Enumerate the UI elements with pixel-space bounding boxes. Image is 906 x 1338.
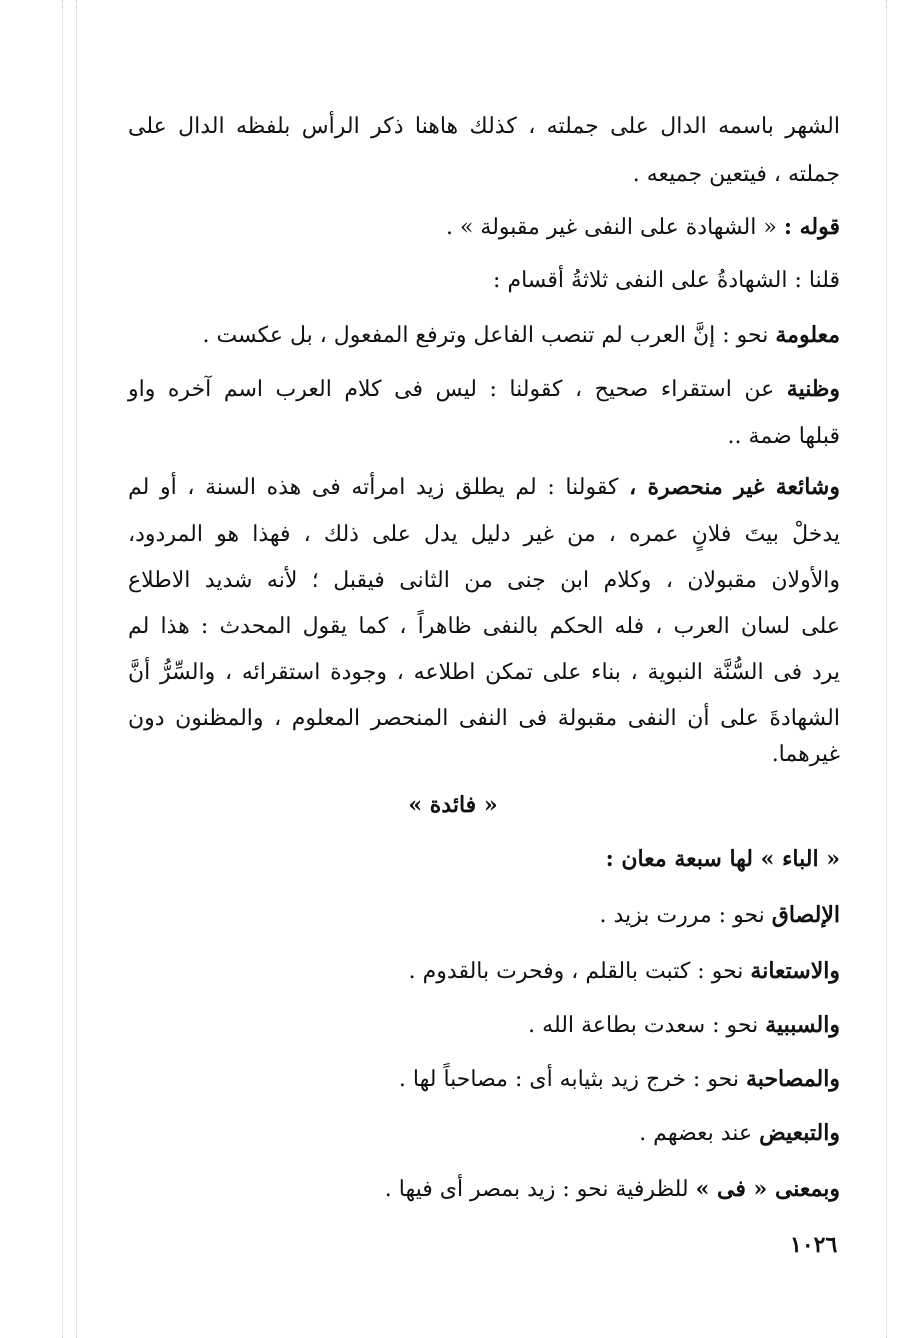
scan-margin-line [886,0,887,1338]
known-text: نحو : إنَّ العرب لم تنصب الفاعل وترفع المفعول ، بل عكست . [202,323,769,348]
scan-margin-line [62,0,63,1338]
paragraph-line: جملته ، فيتعين جميعه . [632,162,840,187]
ba-item [528,1012,840,1038]
ba-item [409,958,840,984]
ba-item-label: والمصاحبة [746,1066,840,1092]
common-line: غيرهما. [771,742,840,767]
ba-item [600,902,840,928]
common-line: والأولان مقبولان ، وكلام ابن جنى من الثانى فيقبل ؛ لأنه شديد الاطلاع [128,568,840,593]
quote-line [446,214,840,240]
ba-item [639,1120,840,1146]
quote-text: « الشهادة على النفى غير مقبولة » . [445,215,777,240]
ba-item-label: وبمعنى « فى » [695,1176,840,1202]
ba-item-text: عند بعضهم . [639,1121,753,1146]
ba-item-text: للظرفية نحو : زيد بمصر أى فيها . [384,1177,689,1202]
benefit-heading: « فائدة » [408,792,498,818]
presumptive-line: قبلها ضمة .. [727,424,840,449]
ba-item [385,1176,840,1202]
page-number: ١٠٢٦ [790,1232,838,1258]
ba-item-label: والاستعانة [750,958,840,984]
ba-item-label: الإلصاق [771,902,840,928]
common-line: على لسان العرب ، فله الحكم بالنفى ظاهراً ، كما يقول المحدث : هذا لم [128,614,840,639]
known-label: معلومة [775,322,840,348]
quote-label: قوله : [783,214,840,240]
known-line [202,322,840,348]
scan-margin-line [76,0,77,1338]
common-line [128,474,840,500]
common-line: يرد فى السُّنَّة النبوية ، بناء على تمكن اطلاعه ، وجودة استقرائه ، والسِّرُّ أنَّ [128,660,840,685]
ba-item-text: نحو : خرج زيد بثيابه أى : مصاحباً لها . [398,1067,740,1092]
reply-line: قلنا : الشهادةُ على النفى ثلاثةُ أقسام : [493,268,840,293]
presumptive-label: وظنية [786,376,840,402]
ba-item-text: نحو : مررت بزيد . [599,903,765,928]
ba-intro [606,846,840,872]
presumptive-text: عن استقراء صحيح ، كقولنا : ليس فى كلام العرب اسم آخره واو [128,377,775,402]
ba-item-text: نحو : كتبت بالقلم ، وفحرت بالقدوم . [408,959,744,984]
common-label: وشائعة غير منحصرة ، [629,474,840,500]
common-line: يدخلْ بيتَ فلانٍ عمره ، من غير دليل يدل على ذلك ، فهذا هو المردود، [128,522,840,547]
paragraph-line: الشهر باسمه الدال على جملته ، كذلك هاهنا ذكر الرأس بلفظه الدال على [128,114,840,139]
ba-item-label: والسببية [765,1012,840,1038]
common-line: الشهادةَ على أن النفى مقبولة فى النفى المنحصر المعلوم ، والمظنون دون [128,706,840,731]
ba-item-text: نحو : سعدت بطاعة الله . [528,1013,759,1038]
ba-item-label: والتبعيض [759,1120,840,1146]
common-text: كقولنا : لم يطلق زيد امرأته فى هذه السنة ، أو لم [128,475,619,500]
presumptive-line [128,376,840,402]
ba-intro-text: « الباء » لها سبعة معان : [605,846,840,872]
ba-item [399,1066,840,1092]
